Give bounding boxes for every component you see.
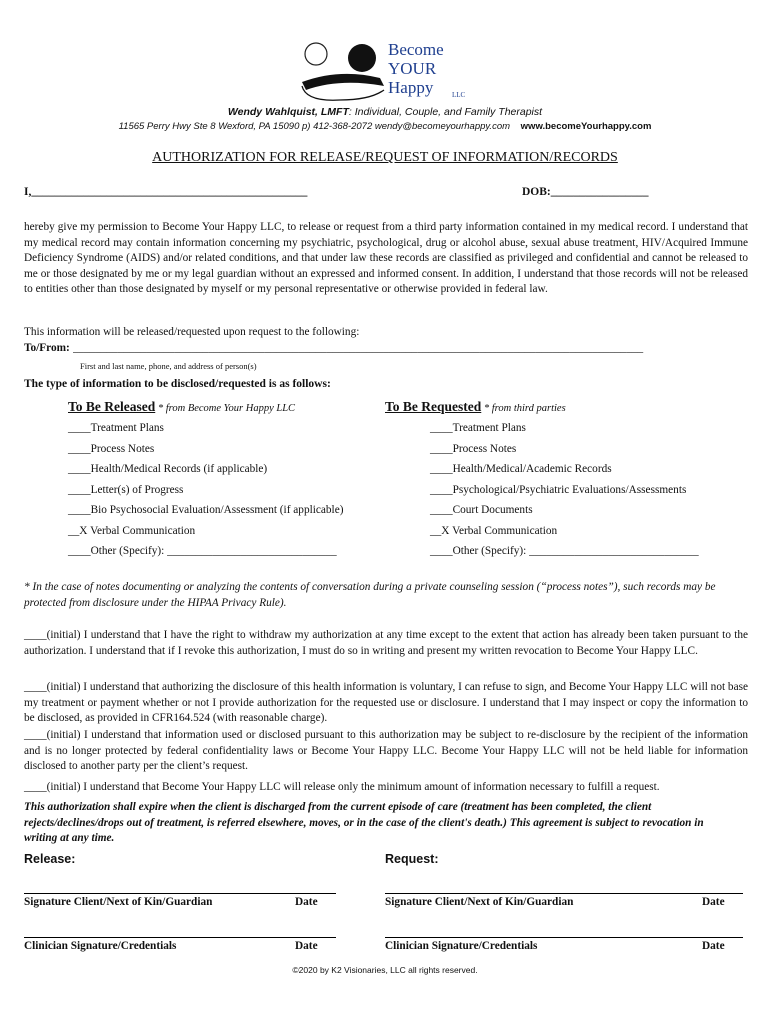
therapist-role: : Individual, Couple, and Family Therapist (348, 106, 543, 118)
initial-acknowledgement: ____(initial) I understand that I have the right to withdraw my authorization at any time except to the extent that action has already been taken pursuant to the authorization. I understand that if I revoke this authorization, I must do so in writing and present my written revocation to Become Your Happy LLC. (24, 629, 748, 657)
document-title: AUTHORIZATION FOR RELEASE/REQUEST OF INFORMATION/RECORDS (152, 150, 618, 165)
release-clinician-date-label: Date (295, 940, 318, 952)
contact-info: 11565 Perry Hwy Ste 8 Wexford, PA 15090 p) 412-368-2072 wendy@becomeyourhappy.com (118, 121, 511, 132)
request-option[interactable]: ____Health/Medical/Academic Records (430, 463, 612, 475)
release-option[interactable]: ____Other (Specify): ______________________________ (68, 545, 337, 557)
to-from-caption: First and last name, phone, and address of person(s) (80, 361, 257, 371)
release-option[interactable]: ____Letter(s) of Progress (68, 483, 184, 496)
request-heading: To Be Requested (385, 399, 482, 414)
logo-line-happy: Happy (388, 78, 434, 97)
client-name-field[interactable]: I,________________________________________________ (24, 186, 308, 198)
release-option[interactable]: ____Bio Psychosocial Evaluation/Assessment (if applicable) (68, 504, 344, 516)
release-option[interactable]: ____Process Notes (68, 442, 155, 455)
contact-line (0, 121, 770, 132)
request-option[interactable]: ____Treatment Plans (430, 422, 526, 434)
request-clinician-signature-line[interactable] (385, 937, 743, 938)
request-option[interactable]: ____Psychological/Psychiatric Evaluations/Assessments (430, 483, 687, 496)
process-notes-disclaimer: * In the case of notes documenting or analyzing the contents of conversation during a private counseling session (“process notes”), such records may be protected from disclosure under the HIPAA Privacy Rule). (24, 581, 716, 609)
initial-acknowledgement: ____(initial) I understand that authorizing the disclosure of this health information is voluntary, I can refuse to sign, and Become Your Happy LLC will not base my treatment or payment whether or not I provide authorization for the requested use or disclosure. I understand that I may inspect or copy the information to be disclosed, as provided in CFR164.524 (with reasonable charge). (24, 681, 748, 724)
consent-paragraph: hereby give my permission to Become Your Happy LLC, to release or request from a third party information contained in my medical record. I understand that my medical record may contain information concerning my psychiatric, psychological, drug or alcohol abuse, sexual abuse treatment, HIV/Acquired Immune Deficiency Syndrome (AIDS) and/or related conditions, and that under law these records are classified as privileged and confidential and cannot be released to me or those designated by me or my legal guardian without an expressed and informed consent. In addition, I understand that those records will not be released to entities other than those designated by myself or my personal representative or otherwise provided in federal law. (24, 221, 748, 295)
release-clinician-signature-line[interactable] (24, 937, 336, 938)
release-note: * from Become Your Happy LLC (155, 403, 296, 414)
request-client-signature-label: Signature Client/Next of Kin/Guardian (385, 896, 574, 908)
request-signature-heading: Request: (385, 852, 439, 866)
expiry-statement: This authorization shall expire when the client is discharged from the current episode of care (treatment has been completed, the client rejects/declines/drops out of treatment, is referred elsewhere, moves, or in the case of the client's death.) This agreement is subject to revocation in writing at any time. (24, 801, 704, 844)
therapist-line (0, 106, 770, 118)
logo-line-become: Become (388, 40, 444, 59)
website-link[interactable]: www.becomeYourhappy.com (520, 121, 652, 132)
release-clinician-signature-label: Clinician Signature/Credentials (24, 940, 177, 952)
to-from-label: To/From: (24, 342, 73, 354)
company-logo (300, 38, 480, 106)
therapist-name: Wendy Wahlquist, LMFT (227, 106, 349, 118)
copyright-footer: ©2020 by K2 Visionaries, LLC all rights reserved. (292, 965, 478, 975)
release-intro: This information will be released/requested upon request to the following: (24, 326, 360, 338)
request-note: * from third parties (481, 403, 566, 414)
release-client-date-label: Date (295, 896, 318, 908)
request-client-signature-line[interactable] (385, 893, 743, 894)
release-option[interactable]: ____Treatment Plans (68, 422, 164, 434)
release-option[interactable]: ____Health/Medical Records (if applicable) (68, 463, 268, 475)
request-column-header (385, 398, 566, 416)
information-type-heading: The type of information to be disclosed/requested is as follows: (24, 378, 331, 390)
release-client-signature-line[interactable] (24, 893, 336, 894)
logo-figures-icon (300, 38, 390, 106)
request-option[interactable]: ____Process Notes (430, 442, 517, 455)
to-from-field[interactable] (24, 342, 723, 354)
release-option[interactable]: __X Verbal Communication (68, 524, 196, 537)
request-clinician-date-label: Date (702, 940, 725, 952)
to-from-blank: _____________________________________________________________________________________________________ (72, 342, 644, 354)
dob-field[interactable]: DOB:_________________ (522, 186, 649, 198)
logo-line-your: YOUR (388, 59, 437, 78)
request-option[interactable]: ____Other (Specify): ______________________________ (430, 545, 699, 557)
initial-acknowledgement: ____(initial) I understand that information used or disclosed pursuant to this authorization may be subject to re-disclosure by the recipient of the information and is no longer protected by federal confidentiality laws or Become Your Happy LLC. Become Your Happy LLC will not be held liable for information disclosed to another party per the client’s request. (24, 729, 748, 772)
request-option[interactable]: __X Verbal Communication (430, 524, 558, 537)
release-client-signature-label: Signature Client/Next of Kin/Guardian (24, 896, 213, 908)
release-signature-heading: Release: (24, 852, 76, 866)
release-heading: To Be Released (68, 399, 156, 414)
release-column-header (68, 398, 295, 416)
request-client-date-label: Date (702, 896, 725, 908)
request-clinician-signature-label: Clinician Signature/Credentials (385, 940, 538, 952)
initial-acknowledgement: ____(initial) I understand that Become Your Happy LLC will release only the minimum amount of information necessary to fulfill a request. (24, 781, 660, 793)
request-option[interactable]: ____Court Documents (430, 504, 533, 516)
logo-suffix: LLC (452, 91, 466, 99)
